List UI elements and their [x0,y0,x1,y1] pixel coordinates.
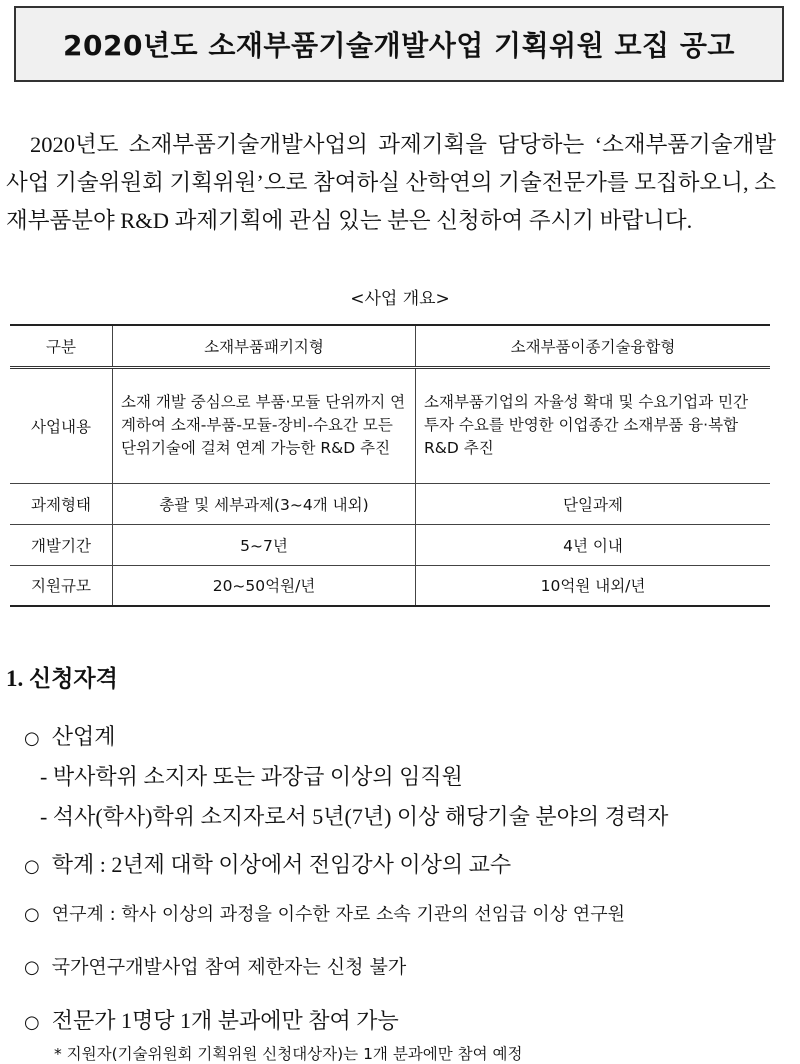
list-item [24,848,511,879]
footnote: * 지원자(기술위원회 기획위원 신청대상자)는 1개 분과에만 참여 예정 [54,1045,523,1063]
list-item [24,952,406,979]
header-package-type: 소재부품패키지형 [113,325,416,367]
table-cell: 단일과제 [416,483,771,524]
bullet-circle-icon: ○ [24,856,40,877]
list-item [24,1004,399,1035]
header-category: 구분 [10,325,113,367]
row-label: 과제형태 [10,483,113,524]
table-row [10,565,770,606]
row-label: 지원규모 [10,565,113,606]
bullet-circle-icon: ○ [24,904,40,925]
sub-item: - 석사(학사)학위 소지자로서 5년(7년) 이상 해당기술 분야의 경력자 [40,804,669,829]
table-cell: 5~7년 [113,524,416,565]
header-convergence-type: 소재부품이종기술융합형 [416,325,771,367]
bullet-circle-icon: ○ [24,957,40,978]
table-cell: 소재부품기업의 자율성 확대 및 수요기업과 민간투자 수요를 반영한 이업종간 소재부품 융·복합 R&D 추진 [416,367,771,483]
intro-paragraph: 2020년도 소재부품기술개발사업의 과제기획을 담당하는 ‘소재부품기술개발사업 기술위원회 기획위원’으로 참여하실 산학연의 기술전문가를 모집하오니, 소재부품분야 R&D 과제기획에 관심 있는 분은 신청하여 주시기 바랍니다. [6,132,776,233]
item-text: 학계 : 2년제 대학 이상에서 전임강사 이상의 교수 [51,852,512,877]
table-cell: 4년 이내 [416,524,771,565]
list-item [24,900,625,926]
table-row [10,524,770,565]
table-cell: 총괄 및 세부과제(3~4개 내외) [113,483,416,524]
table-cell: 10억원 내외/년 [416,565,771,606]
item-text: 연구계 : 학사 이상의 과정을 이수한 자로 소속 기관의 선임급 이상 연구원 [51,904,625,925]
row-label: 개발기간 [10,524,113,565]
table-cell: 소재 개발 중심으로 부품·모듈 단위까지 연계하여 소재-부품-모듈-장비-수요간 모든 단위기술에 걸쳐 연계 가능한 R&D 추진 [113,367,416,483]
table-cell: 20~50억원/년 [113,565,416,606]
overview-table [10,324,770,607]
table-header-row [10,325,770,367]
item-text: 국가연구개발사업 참여 제한자는 신청 불가 [51,956,407,978]
table-row [10,367,770,483]
section-heading-eligibility: 1. 신청자격 [6,666,118,691]
page-title: 2020년도 소재부품기술개발사업 기획위원 모집 공고 [14,6,784,82]
sub-item: - 박사학위 소지자 또는 과장급 이상의 임직원 [40,764,463,789]
item-label: 산업계 [51,724,116,749]
list-item-industry [24,720,115,751]
bullet-circle-icon: ○ [24,1012,40,1033]
row-label: 사업내용 [10,367,113,483]
table-row [10,483,770,524]
bullet-circle-icon: ○ [24,728,40,749]
table-caption: <사업 개요> [350,289,450,309]
item-text: 전문가 1명당 1개 분과에만 참여 가능 [51,1008,399,1033]
